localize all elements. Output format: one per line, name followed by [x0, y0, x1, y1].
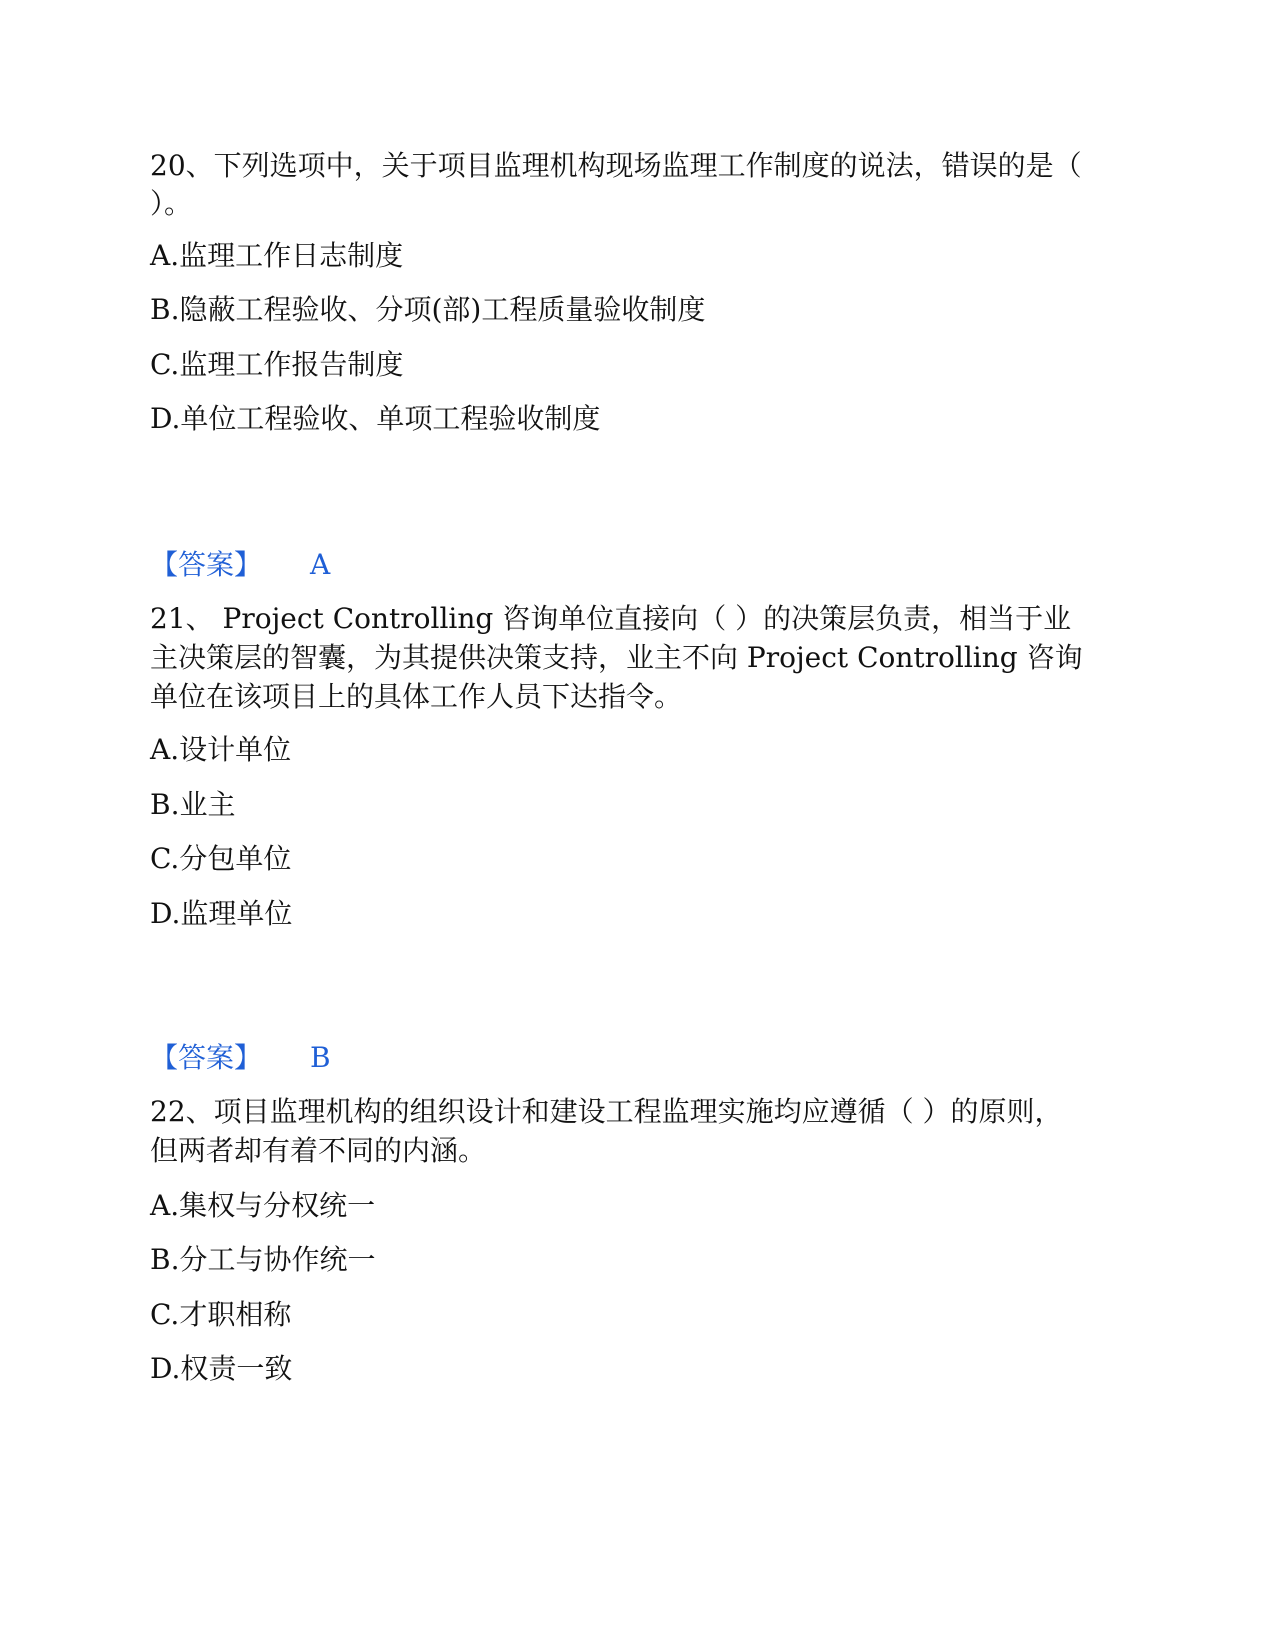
option-d: D.单位工程验收、单项工程验收制度 — [150, 402, 601, 435]
option-b: B.业主 — [150, 788, 236, 821]
option-d: D.监理单位 — [150, 897, 293, 930]
question-stem-line: 单位在该项目上的具体工作人员下达指令。 — [150, 680, 683, 713]
option-b: B.隐蔽工程验收、分项(部)工程质量验收制度 — [150, 293, 706, 326]
option-a: A.设计单位 — [150, 733, 292, 766]
question-stem-line: 22、项目监理机构的组织设计和建设工程监理实施均应遵循（ ）的原则， — [150, 1095, 1063, 1128]
option-c: C.分包单位 — [150, 842, 292, 875]
answer-row — [150, 545, 550, 585]
question-stem-line: 主决策层的智囊，为其提供决策支持，业主不向 Project Controlling 咨询 — [150, 641, 1083, 674]
answer-label: 【答案】 — [150, 1041, 263, 1074]
question-stem-line: 21、 Project Controlling 咨询单位直接向（ ）的决策层负责，相当于业 — [150, 602, 1072, 635]
option-a: A.集权与分权统一 — [150, 1189, 376, 1222]
option-d: D.权责一致 — [150, 1352, 293, 1385]
question-stem-line: 但两者却有着不同的内涵。 — [150, 1134, 487, 1167]
answer-value: B — [310, 1041, 331, 1074]
option-a: A.监理工作日志制度 — [150, 239, 404, 272]
option-b: B.分工与协作统一 — [150, 1243, 376, 1276]
answer-value: A — [310, 548, 331, 581]
answer-label: 【答案】 — [150, 548, 263, 581]
option-c: C.才职相称 — [150, 1298, 292, 1331]
option-c: C.监理工作报告制度 — [150, 348, 404, 381]
question-stem-line: 20、下列选项中，关于项目监理机构现场监理工作制度的说法，错误的是（ — [150, 149, 1082, 182]
answer-row — [150, 1038, 550, 1078]
question-stem-line: ）。 — [150, 187, 193, 220]
